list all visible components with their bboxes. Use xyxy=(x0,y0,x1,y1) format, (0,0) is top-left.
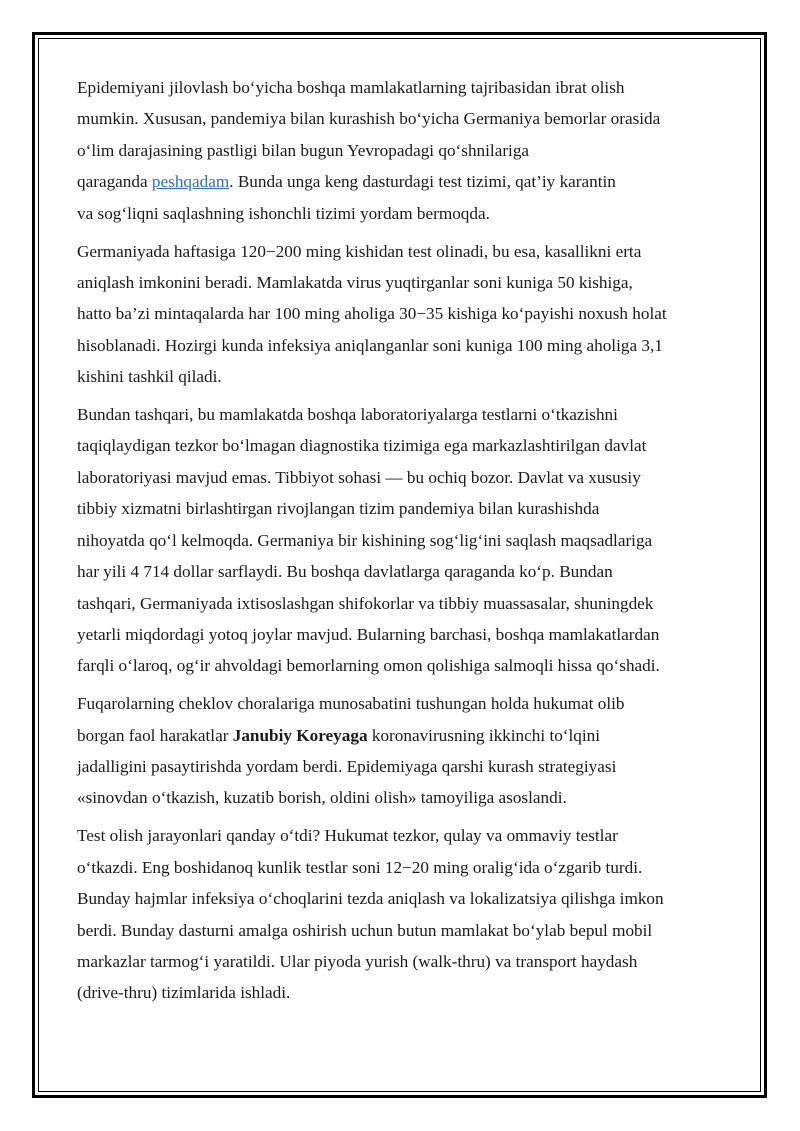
p4-line-2-start: borgan faol harakatlar xyxy=(77,725,233,745)
p3-line: taqiqlaydigan tezkor bo‘lmagan diagnostika tizimiga ega markazlashtirilgan davlat xyxy=(77,436,647,456)
p3-line: tashqari, Germaniyada ixtisoslashgan shifokorlar va tibbiy muassasalar, shuningdek xyxy=(77,593,654,613)
p3-line: har yili 4 714 dollar sarflaydi. Bu boshqa davlatlarga qaraganda ko‘p. Bundan xyxy=(77,562,613,582)
p2-line: aniqlash imkonini beradi. Mamlakatda virus yuqtirganlar soni kuniga 50 kishiga, xyxy=(77,272,633,292)
p3-line: laboratoriyasi mavjud emas. Tibbiyot sohasi — bu ochiq bozor. Davlat va xususiy xyxy=(77,467,641,487)
p5-line: berdi. Bunday dasturni amalga oshirish uchun butun mamlakat bo‘ylab bepul mobil xyxy=(77,920,653,940)
paragraph-5 xyxy=(77,820,727,1008)
p3-line: nihoyatda qo‘l kelmoqda. Germaniya bir kishining sog‘lig‘ini saqlash maqsadlariga xyxy=(77,530,653,550)
p1-line-1: Epidemiyani jilovlash bo‘yicha boshqa mamlakatlarning tajribasidan ibrat olish xyxy=(77,78,625,97)
bold-country-name: Janubiy Koreyaga xyxy=(232,725,368,745)
p1-line-5: va sog‘liqni saqlashning ishonchli tizimi yordam bermoqda. xyxy=(77,203,490,223)
p5-line: (drive-thru) tizimlarida ishladi. xyxy=(77,983,291,1003)
p4-line-1: Fuqarolarning cheklov choralariga munosabatini tushungan holda hukumat olib xyxy=(77,694,625,714)
paragraph-3 xyxy=(77,399,727,682)
p3-line: tibbiy xizmatni birlashtirgan rivojlangan tizim pandemiya bilan kurashishda xyxy=(77,499,600,519)
p2-line: kishini tashkil qiladi. xyxy=(77,367,222,387)
p3-line: yetarli miqdordagi yotoq joylar mavjud. Bularning barchasi, boshqa mamlakatlardan xyxy=(77,624,660,644)
paragraph-1 xyxy=(77,72,727,229)
p2-line: Germaniyada haftasiga 120−200 ming kishidan test olinadi, bu esa, kasallikni erta xyxy=(77,241,642,261)
p5-line: o‘tkazdi. Eng boshidanoq kunlik testlar soni 12−20 ming oralig‘ida o‘zgarib turdi. xyxy=(77,857,643,877)
p4-line-2-end: koronavirusning ikkinchi to‘lqini xyxy=(367,725,601,745)
p4-line-3: jadalligini pasaytirishda yordam berdi. Epidemiyaga qarshi kurash strategiyasi xyxy=(77,757,617,777)
p5-line: Test olish jarayonlari qanday o‘tdi? Hukumat tezkor, qulay va ommaviy testlar xyxy=(77,826,618,846)
p2-line: hisoblanadi. Hozirgi kunda infeksiya aniqlanganlar soni kuniga 100 ming aholiga 3,1 xyxy=(77,335,663,355)
paragraph-4 xyxy=(77,688,727,814)
p1-line-4-end: . Bunda unga keng dasturdagi test tizimi, qat’iy karantin xyxy=(229,172,616,192)
p3-line: Bundan tashqari, bu mamlakatda boshqa laboratoriyalarga testlarni o‘tkazishni xyxy=(77,405,618,425)
p4-line-4: «sinovdan o‘tkazish, kuzatib borish, oldini olish» tamoyiliga asoslandi. xyxy=(77,788,567,808)
peshqadam-link[interactable]: peshqadam xyxy=(151,172,230,192)
p5-line: markazlar tarmog‘i yaratildi. Ular piyoda yurish (walk-thru) va transport haydash xyxy=(77,951,638,971)
p1-line-3: o‘lim darajasining pastligi bilan bugun Yevropadagi qo‘shnilariga xyxy=(77,140,530,160)
p1-line-2: mumkin. Xususan, pandemiya bilan kurashish bo‘yicha Germaniya bemorlar orasida xyxy=(77,109,661,129)
p3-line: farqli o‘laroq, og‘ir ahvoldagi bemorlarning omon qolishiga salmoqli hissa qo‘shadi. xyxy=(77,656,660,676)
p2-line: hatto ba’zi mintaqalarda har 100 ming aholiga 30−35 kishiga ko‘payishi noxush holat xyxy=(77,304,667,324)
p1-line-4-start: qaraganda xyxy=(77,172,152,192)
document-body xyxy=(77,72,727,1015)
paragraph-2 xyxy=(77,236,727,393)
p5-line: Bunday hajmlar infeksiya o‘choqlarini tezda aniqlash va lokalizatsiya qilishga imkon xyxy=(77,889,664,909)
